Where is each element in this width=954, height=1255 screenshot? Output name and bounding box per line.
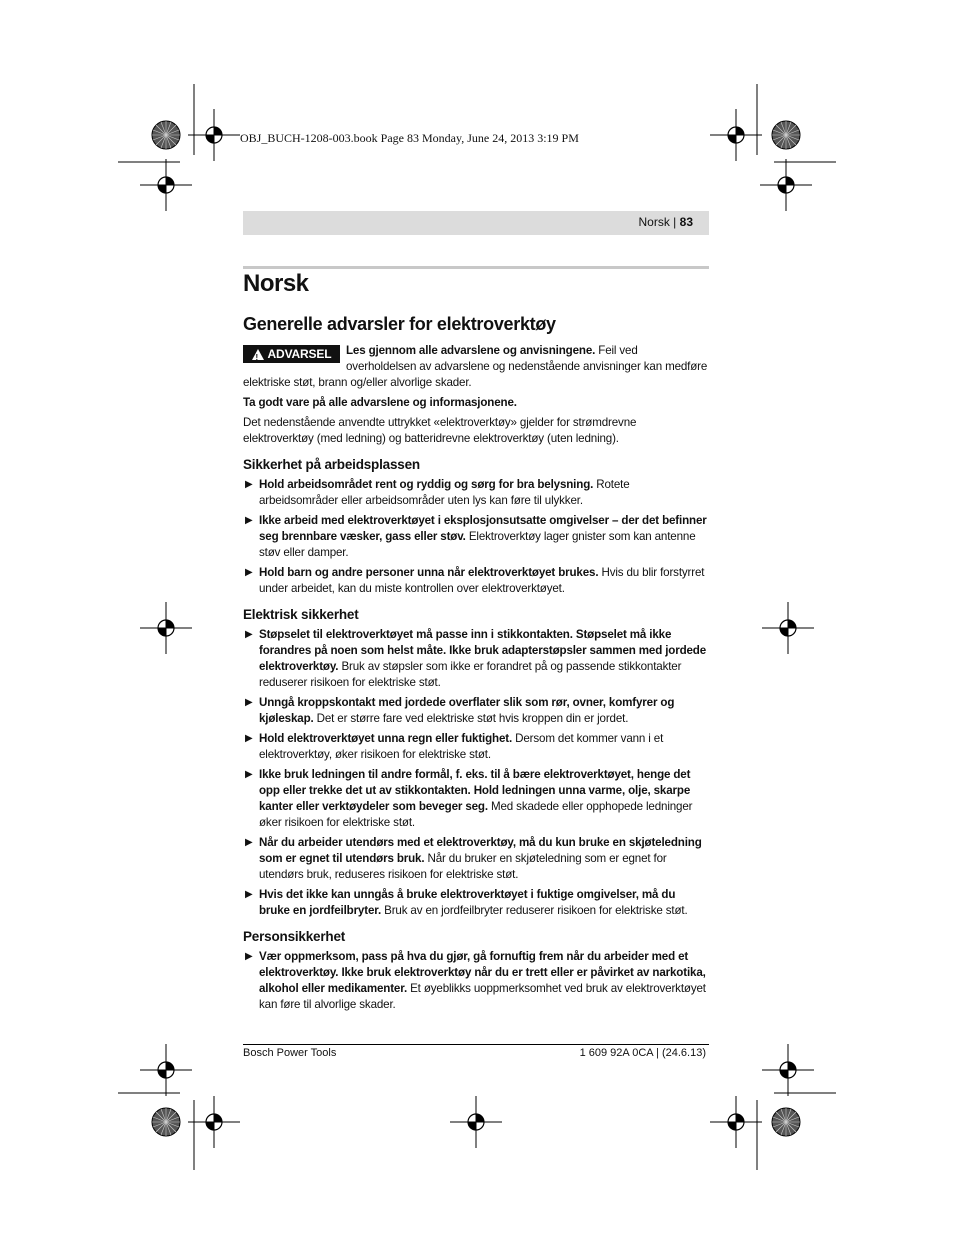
item-bold: Hold arbeidsområdet rent og ryddig og sørg for bra belysning. [259, 478, 594, 491]
bullet-arrow-icon: ▶ [245, 697, 253, 708]
definition-paragraph: Det nedenstående anvendte uttrykket «elektroverktøy» gjelder for strømdrevne elektroverktøy (med ledning) og batteridrevne elektroverktøy (uten ledning). [243, 416, 637, 445]
section-heading: Generelle advarsler for elektroverktøy [243, 314, 556, 334]
item-text: Bruk av støpsler som ikke er forandret på og passende stikkontakter reduserer risikoen for elektriske støt. [259, 660, 682, 689]
page-title: Norsk [243, 270, 309, 297]
bullet-arrow-icon: ▶ [245, 837, 253, 848]
list-item [243, 513, 709, 561]
item-bold: Ikke bruk ledningen til andre formål, f. eks. til å bære elektroverktøyet, henge det opp eller trekke det ut av stikkontakten. Hold ledningen unna varme, olje, skarpe kanter eller verktøydeler som beveger seg. [259, 768, 691, 813]
item-text: Hvis du blir forstyrret under arbeidet, kan du miste kontrollen over elektroverktøyet. [259, 566, 705, 595]
bullet-arrow-icon: ▶ [245, 733, 253, 744]
item-text: Bruk av en jordfeilbryter reduserer risikoen for elektriske støt. [381, 904, 688, 917]
item-bold: Ikke arbeid med elektroverktøyet i eksplosjonsutsatte omgivelser – der det befinner seg brennbare væsker, gass eller støv. [259, 514, 707, 543]
warning-badge-label: ADVARSEL [267, 347, 332, 361]
footer-right: 1 609 92A 0CA | (24.6.13) [579, 1047, 706, 1059]
item-text: Et øyeblikks uoppmerksomhet ved bruk av elektroverktøyet kan føre til alvorlige skader. [259, 982, 706, 1011]
list-item [243, 477, 709, 509]
running-header [243, 211, 709, 235]
bullet-arrow-icon: ▶ [245, 951, 253, 962]
list-item [243, 731, 709, 763]
bullet-arrow-icon: ▶ [245, 515, 253, 526]
item-text: Dersom det kommer vann i et elektroverktøy, øker risikoen for elektriske støt. [259, 732, 664, 761]
list-item [243, 695, 709, 727]
list-item [243, 949, 709, 1013]
item-bold: Unngå kroppskontakt med jordede overflater slik som rør, ovner, komfyrer og kjøleskap. [259, 696, 675, 725]
list-item [243, 767, 709, 831]
section-heading-personal: Personsikkerhet [243, 929, 346, 944]
item-bold: Hold barn og andre personer unna når elektroverktøyet brukes. [259, 566, 599, 579]
list-item [243, 565, 709, 597]
list-item [243, 835, 709, 883]
header-language: Norsk [638, 215, 670, 229]
item-bold: Hold elektroverktøyet unna regn eller fuktighet. [259, 732, 513, 745]
notice-bold: Ta godt vare på alle advarslene og informasjonene. [243, 396, 517, 409]
section-electrical [243, 607, 709, 919]
bullet-arrow-icon: ▶ [245, 769, 253, 780]
print-slug: OBJ_BUCH-1208-003.book Page 83 Monday, June 24, 2013 3:19 PM [240, 131, 579, 145]
warning-lead-text: Feil ved overholdelsen av advarslene og nedenstående anvisninger kan medføre elektriske støt, brann og/eller alvorlige skader. [243, 344, 708, 389]
warning-lead-bold: Les gjennom alle advarslene og anvisningene. [346, 344, 596, 357]
section-personal [243, 929, 709, 1013]
item-text: Elektroverktøy lager gnister som kan antenne støv eller damper. [259, 530, 696, 559]
header-page-number: 83 [679, 215, 693, 229]
header-page-label [638, 215, 693, 229]
warning-badge [243, 345, 340, 363]
list-item [243, 627, 709, 691]
item-text: Det er større fare ved elektriske støt hvis kroppen din er jordet. [313, 712, 629, 725]
footer-rule [243, 1044, 709, 1045]
bullet-arrow-icon: ▶ [245, 889, 253, 900]
section-heading-electrical: Elektrisk sikkerhet [243, 607, 359, 622]
item-text: Når du bruker en skjøteledning som er egnet for utendørs bruk, reduseres risikoen for elektriske støt. [259, 852, 667, 881]
section-heading-workplace: Sikkerhet på arbeidsplassen [243, 457, 420, 472]
warning-triangle-icon: ! [252, 349, 264, 360]
item-text: Rotete arbeidsområder eller arbeidsområder uten lys kan føre til ulykker. [259, 478, 630, 507]
list-item [243, 887, 709, 919]
item-bold: Vær oppmerksom, pass på hva du gjør, gå fornuftig frem når du arbeider med et elektroverktøy. Ikke bruk elektroverktøy når du er trett eller er påvirket av narkotika, alkohol eller medikamenter. [259, 950, 706, 995]
warning-block [243, 343, 709, 391]
header-separator: | [673, 215, 677, 229]
item-bold: Støpselet til elektroverktøyet må passe inn i stikkontakten. Støpselet må ikke forandres på noen som helst måte. Ikke bruk adapterstøpsler sammen med jordede elektroverktøy. [259, 628, 707, 673]
item-bold: Hvis det ikke kan unngås å bruke elektroverktøyet i fuktige omgivelser, må du bruke en jordfeilbryter. [259, 888, 676, 917]
bullet-arrow-icon: ▶ [245, 567, 253, 578]
item-bold: Når du arbeider utendørs med et elektroverktøy, må du kun bruke en skjøteledning som er egnet til utendørs bruk. [259, 836, 702, 865]
footer-left: Bosch Power Tools [243, 1047, 337, 1059]
notice-paragraph [243, 395, 709, 411]
section-workplace [243, 457, 709, 597]
title-rule [243, 266, 709, 269]
bullet-arrow-icon: ▶ [245, 479, 253, 490]
item-text: Med skadede eller opphopede ledninger øker risikoen for elektriske støt. [259, 800, 693, 829]
content-column [243, 343, 709, 1013]
bullet-arrow-icon: ▶ [245, 629, 253, 640]
